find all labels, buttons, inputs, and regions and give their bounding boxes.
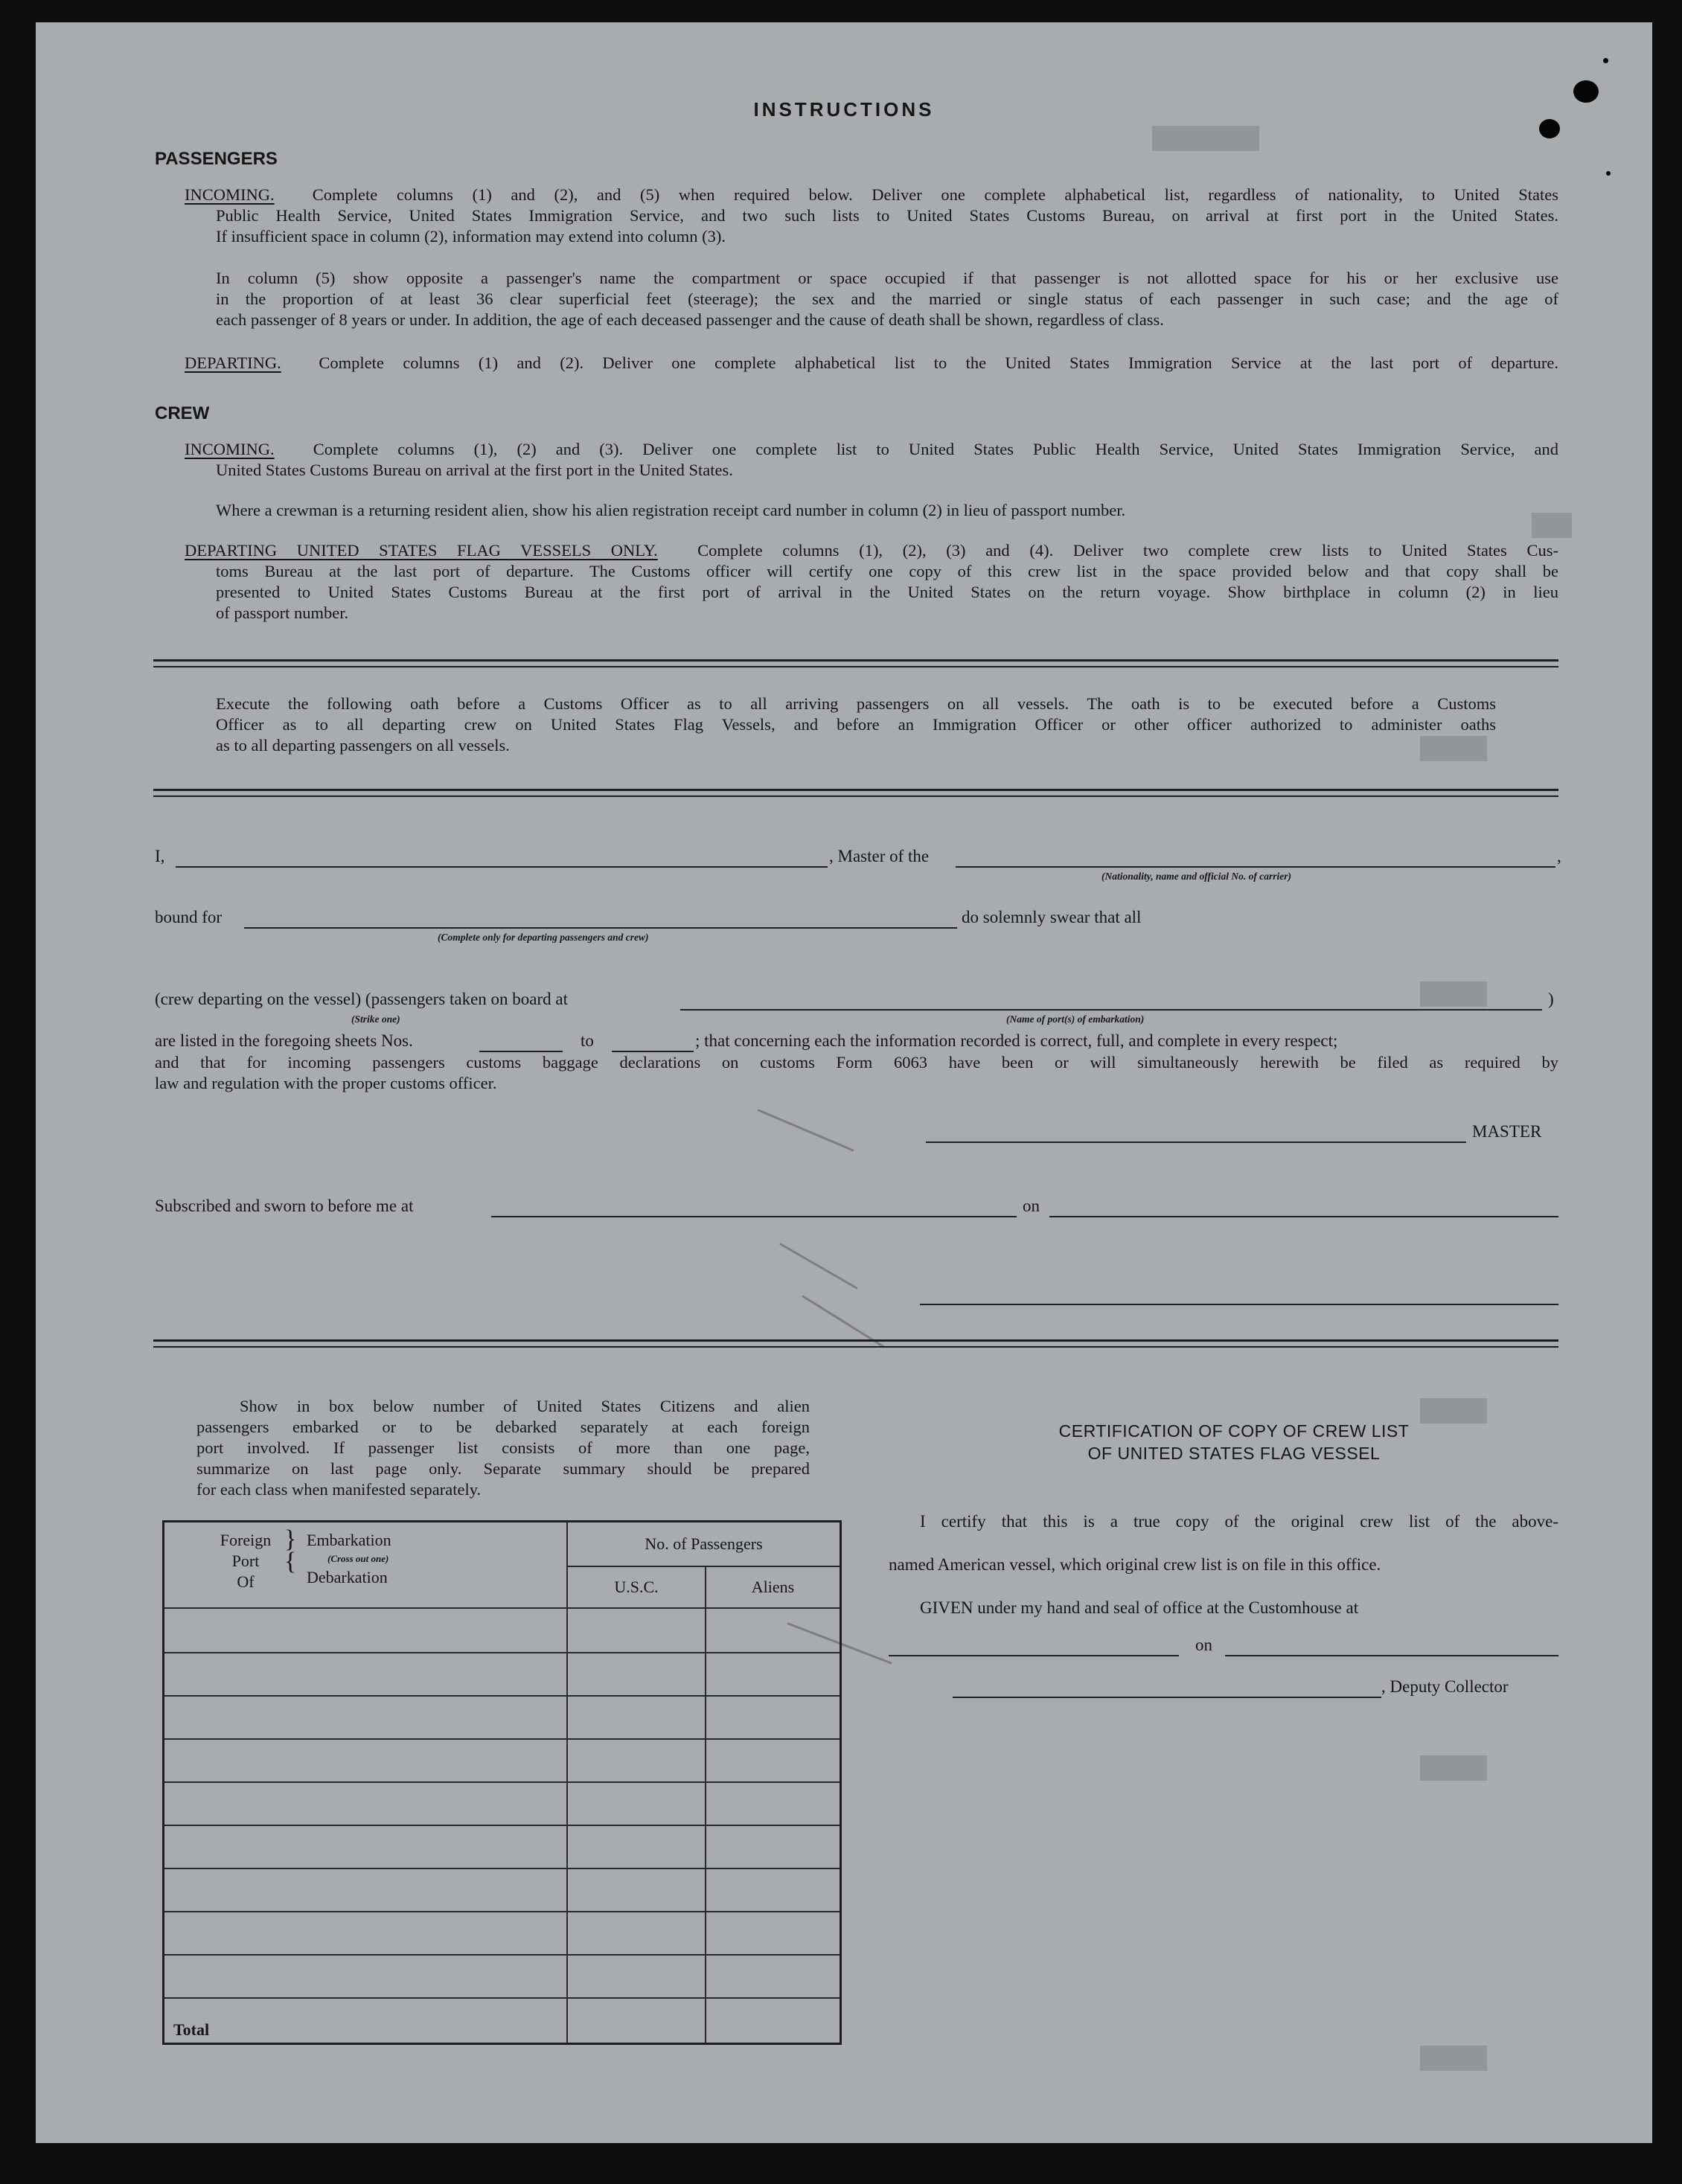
crew-incoming-line: Complete columns (1), (2) and (3). Deliver one complete list to United States Public Health Service, United States Immigration Service, and — [313, 440, 1558, 458]
oath-i-label: I, — [155, 847, 165, 865]
column5-line: In column (5) show opposite a passenger's name the compartment or space occupied if that passenger is not allotted space for his or her exclusive use — [216, 269, 1558, 287]
brace-top-glyph: } — [284, 1525, 297, 1553]
usc-cell[interactable] — [567, 1608, 706, 1653]
usc-cell[interactable] — [567, 1782, 706, 1825]
scratch-mark — [757, 1109, 854, 1151]
crew-incoming-line: United States Customs Bureau on arrival at the first port in the United States. — [216, 461, 733, 479]
given-under-text: GIVEN under my hand and seal of office at the Customhouse at — [920, 1598, 1359, 1617]
solemnly-swear-label: do solemnly swear that all — [962, 908, 1142, 926]
table-row — [164, 1696, 841, 1739]
dust-speck — [1603, 58, 1608, 63]
subscribed-label: Subscribed and sworn to before me at — [155, 1197, 414, 1215]
crew-departing-line: Complete columns (1), (2), (3) and (4). Deliver two complete crew lists to United States Cus- — [697, 541, 1558, 560]
passengers-departing-paragraph — [185, 353, 1558, 374]
column5-line: each passenger of 8 years or under. In addition, the age of each deceased passenger and the cause of death shall be shown, regardless of class. — [216, 310, 1164, 329]
passengers-heading: PASSENGERS — [155, 149, 278, 169]
table-row — [164, 1868, 841, 1912]
crew-departing-label: (crew departing on the vessel) (passengers taken on board at — [155, 990, 568, 1008]
section-divider — [153, 789, 1558, 797]
bleed-through-texture: ███ ████████ █████ █████ █████ █████ █████ — [1152, 127, 1573, 2072]
certification-text: named American vessel, which original crew list is on file in this office. — [889, 1555, 1381, 1574]
bound-for-caption: (Complete only for departing passengers and crew) — [438, 932, 649, 943]
summary-line: Show in box below number of United States Citizens and alien — [240, 1397, 810, 1415]
deputy-collector-signature-field[interactable] — [953, 1697, 1381, 1698]
close-paren-label: ) — [1548, 990, 1554, 1008]
port-cell[interactable] — [164, 1912, 568, 1955]
usc-header: U.S.C. — [567, 1566, 706, 1608]
passengers-incoming-paragraph — [185, 185, 1558, 247]
oath-instructions-line: Officer as to all departing crew on United States Flag Vessels, and before an Immigration Officer or other officer authorized to administer oaths — [216, 715, 1496, 734]
usc-cell[interactable] — [567, 1696, 706, 1739]
crew-departing-line: of passport number. — [216, 603, 349, 622]
ports-caption: (Name of port(s) of embarkation) — [1006, 1013, 1145, 1025]
aliens-header: Aliens — [706, 1566, 841, 1608]
debarkation-label: Debarkation — [307, 1568, 388, 1586]
port-cell[interactable] — [164, 1653, 568, 1696]
comma-label: , — [1557, 847, 1561, 865]
table-row — [164, 1608, 841, 1653]
crew-departing-lead: DEPARTING UNITED STATES FLAG VESSELS ONLY. — [185, 541, 658, 560]
sheets-prefix-label: are listed in the foregoing sheets Nos. — [155, 1031, 413, 1050]
aliens-cell[interactable] — [706, 1955, 841, 1998]
usc-cell[interactable] — [567, 1825, 706, 1868]
total-label: Total — [164, 1998, 568, 2044]
sworn-date-field[interactable] — [1049, 1216, 1558, 1217]
crew-incoming-paragraph — [185, 439, 1558, 481]
document-page — [36, 22, 1652, 2143]
sheets-to-label: to — [581, 1031, 594, 1050]
passengers-incoming-line: Complete columns (1) and (2), and (5) when required below. Deliver one complete alphabetical list, regardless of nationality, to United States — [312, 185, 1559, 204]
certification-on-label: on — [1195, 1636, 1212, 1654]
master-name-field[interactable] — [176, 866, 828, 868]
aliens-cell[interactable] — [706, 1868, 841, 1912]
page-title: INSTRUCTIONS — [753, 98, 935, 121]
port-cell[interactable] — [164, 1608, 568, 1653]
passenger-summary-table — [162, 1520, 842, 2045]
table-row — [164, 1825, 841, 1868]
crew-departing-line: presented to United States Customs Bureau at the first port of arrival in the United States on the return voyage. Show birthplace in column (2) in lieu — [216, 583, 1558, 601]
port-of-embarkation-field[interactable] — [680, 1009, 1542, 1011]
aliens-cell[interactable] — [706, 1739, 841, 1782]
aliens-cell[interactable] — [706, 1912, 841, 1955]
column5-paragraph — [216, 268, 1558, 330]
passengers-departing-lead: DEPARTING. — [185, 353, 281, 372]
foreign-port-of-label: Of — [237, 1572, 255, 1591]
section-divider — [153, 1339, 1558, 1348]
oath-instructions-line: as to all departing passengers on all vessels. — [216, 736, 510, 755]
aliens-cell[interactable] — [706, 1782, 841, 1825]
crew-departing-line: toms Bureau at the last port of departure. The Customs officer will certify one copy of this crew list in the space provided below and that copy shall be — [216, 562, 1558, 580]
carrier-field[interactable] — [956, 866, 1555, 868]
certification-heading-line: OF UNITED STATES FLAG VESSEL — [1087, 1444, 1381, 1463]
officer-signature-field[interactable] — [920, 1304, 1558, 1305]
foreign-port-of-label: Port — [231, 1551, 260, 1570]
usc-cell[interactable] — [567, 1653, 706, 1696]
certification-heading-line: CERTIFICATION OF COPY OF CREW LIST — [1058, 1421, 1410, 1441]
port-cell[interactable] — [164, 1955, 568, 1998]
usc-cell[interactable] — [567, 1955, 706, 1998]
crew-incoming-lead: INCOMING. — [185, 440, 275, 458]
aliens-cell[interactable] — [706, 1825, 841, 1868]
sheets-statement-line: ; that concerning each the information recorded is correct, full, and complete in every respect; — [695, 1031, 1338, 1050]
table-row — [164, 1739, 841, 1782]
summary-line: passengers embarked or to be debarked separately at each foreign — [196, 1418, 810, 1436]
crew-heading: CREW — [155, 403, 210, 423]
brace-bottom-glyph: } — [284, 1548, 297, 1575]
sheets-statement — [155, 1052, 1558, 1094]
table-row — [164, 1912, 841, 1955]
master-of-the-label: , Master of the — [829, 847, 930, 865]
port-cell[interactable] — [164, 1825, 568, 1868]
summary-line: for each class when manifested separately. — [196, 1480, 482, 1499]
aliens-cell[interactable] — [706, 1653, 841, 1696]
oath-instructions — [216, 694, 1496, 756]
master-signature-field[interactable] — [926, 1141, 1466, 1143]
scratch-mark — [779, 1243, 857, 1290]
passengers-incoming-lead: INCOMING. — [185, 185, 275, 204]
port-cell[interactable] — [164, 1868, 568, 1912]
strike-one-caption: (Strike one) — [351, 1013, 400, 1025]
total-usc-cell[interactable] — [567, 1998, 706, 2044]
sheets-statement-line: law and regulation with the proper customs officer. — [155, 1074, 497, 1092]
bound-for-label: bound for — [155, 908, 223, 926]
summary-line: summarize on last page only. Separate summary should be prepared — [196, 1459, 810, 1478]
crew-departing-paragraph — [185, 540, 1558, 624]
passengers-departing-text: Complete columns (1) and (2). Deliver one complete alphabetical list to the United States Immigration Service at the last port of departure. — [319, 353, 1558, 372]
sworn-on-label: on — [1023, 1197, 1040, 1215]
port-cell[interactable] — [164, 1782, 568, 1825]
section-divider — [153, 659, 1558, 667]
table-row — [164, 1653, 841, 1696]
oath-instructions-line: Execute the following oath before a Customs Officer as to all arriving passengers on all vessels. The oath is to be executed before a Customs — [216, 694, 1496, 713]
cross-out-caption: (Cross out one) — [327, 1553, 389, 1564]
deputy-collector-label: , Deputy Collector — [1381, 1677, 1509, 1696]
usc-cell[interactable] — [567, 1912, 706, 1955]
port-cell[interactable] — [164, 1696, 568, 1739]
passengers-incoming-line: If insufficient space in column (2), information may extend into column (3). — [216, 227, 726, 246]
embarkation-label: Embarkation — [307, 1531, 391, 1549]
aliens-cell[interactable] — [706, 1608, 841, 1653]
master-label: MASTER — [1472, 1122, 1542, 1141]
passengers-incoming-line: Public Health Service, United States Immigration Service, and two such lists to United States Customs Bureau, on arrival at first port in the United States. — [216, 206, 1558, 225]
foreign-port-of-label: Foreign — [220, 1531, 272, 1549]
total-row — [164, 1998, 841, 2044]
usc-cell[interactable] — [567, 1868, 706, 1912]
certification-date-field[interactable] — [1225, 1655, 1558, 1656]
usc-cell[interactable] — [567, 1739, 706, 1782]
column5-line: in the proportion of at least 36 clear superficial feet (steerage); the sex and the married or single status of each passenger in such case; and the age of — [216, 289, 1558, 308]
certification-text-line — [920, 1512, 1558, 1531]
certification-heading — [906, 1420, 1561, 1464]
summary-instructions — [196, 1396, 810, 1500]
port-header-cell — [164, 1522, 568, 1608]
summary-line: port involved. If passenger list consists of more than one page, — [196, 1438, 810, 1457]
dust-speck — [1606, 171, 1611, 176]
dust-speck — [1539, 119, 1560, 138]
certification-text: I certify that this is a true copy of the original crew list of the above- — [920, 1512, 1558, 1531]
port-cell[interactable] — [164, 1739, 568, 1782]
crew-resident-alien-text: Where a crewman is a returning resident alien, show his alien registration receipt card number in column (2) in lieu of passport number. — [216, 501, 1126, 519]
carrier-caption: (Nationality, name and official No. of carrier) — [1101, 871, 1291, 882]
total-aliens-cell[interactable] — [706, 1998, 841, 2044]
no-of-passengers-header: No. of Passengers — [567, 1522, 840, 1566]
sheets-statement-line: and that for incoming passengers customs baggage declarations on customs Form 6063 have been or will simultaneously herewith be filed as required by — [155, 1053, 1558, 1072]
table-row — [164, 1782, 841, 1825]
customhouse-place-field[interactable] — [889, 1655, 1179, 1656]
table-row — [164, 1955, 841, 1998]
bound-for-field[interactable] — [244, 927, 957, 929]
sworn-at-place-field[interactable] — [491, 1216, 1017, 1217]
aliens-cell[interactable] — [706, 1696, 841, 1739]
